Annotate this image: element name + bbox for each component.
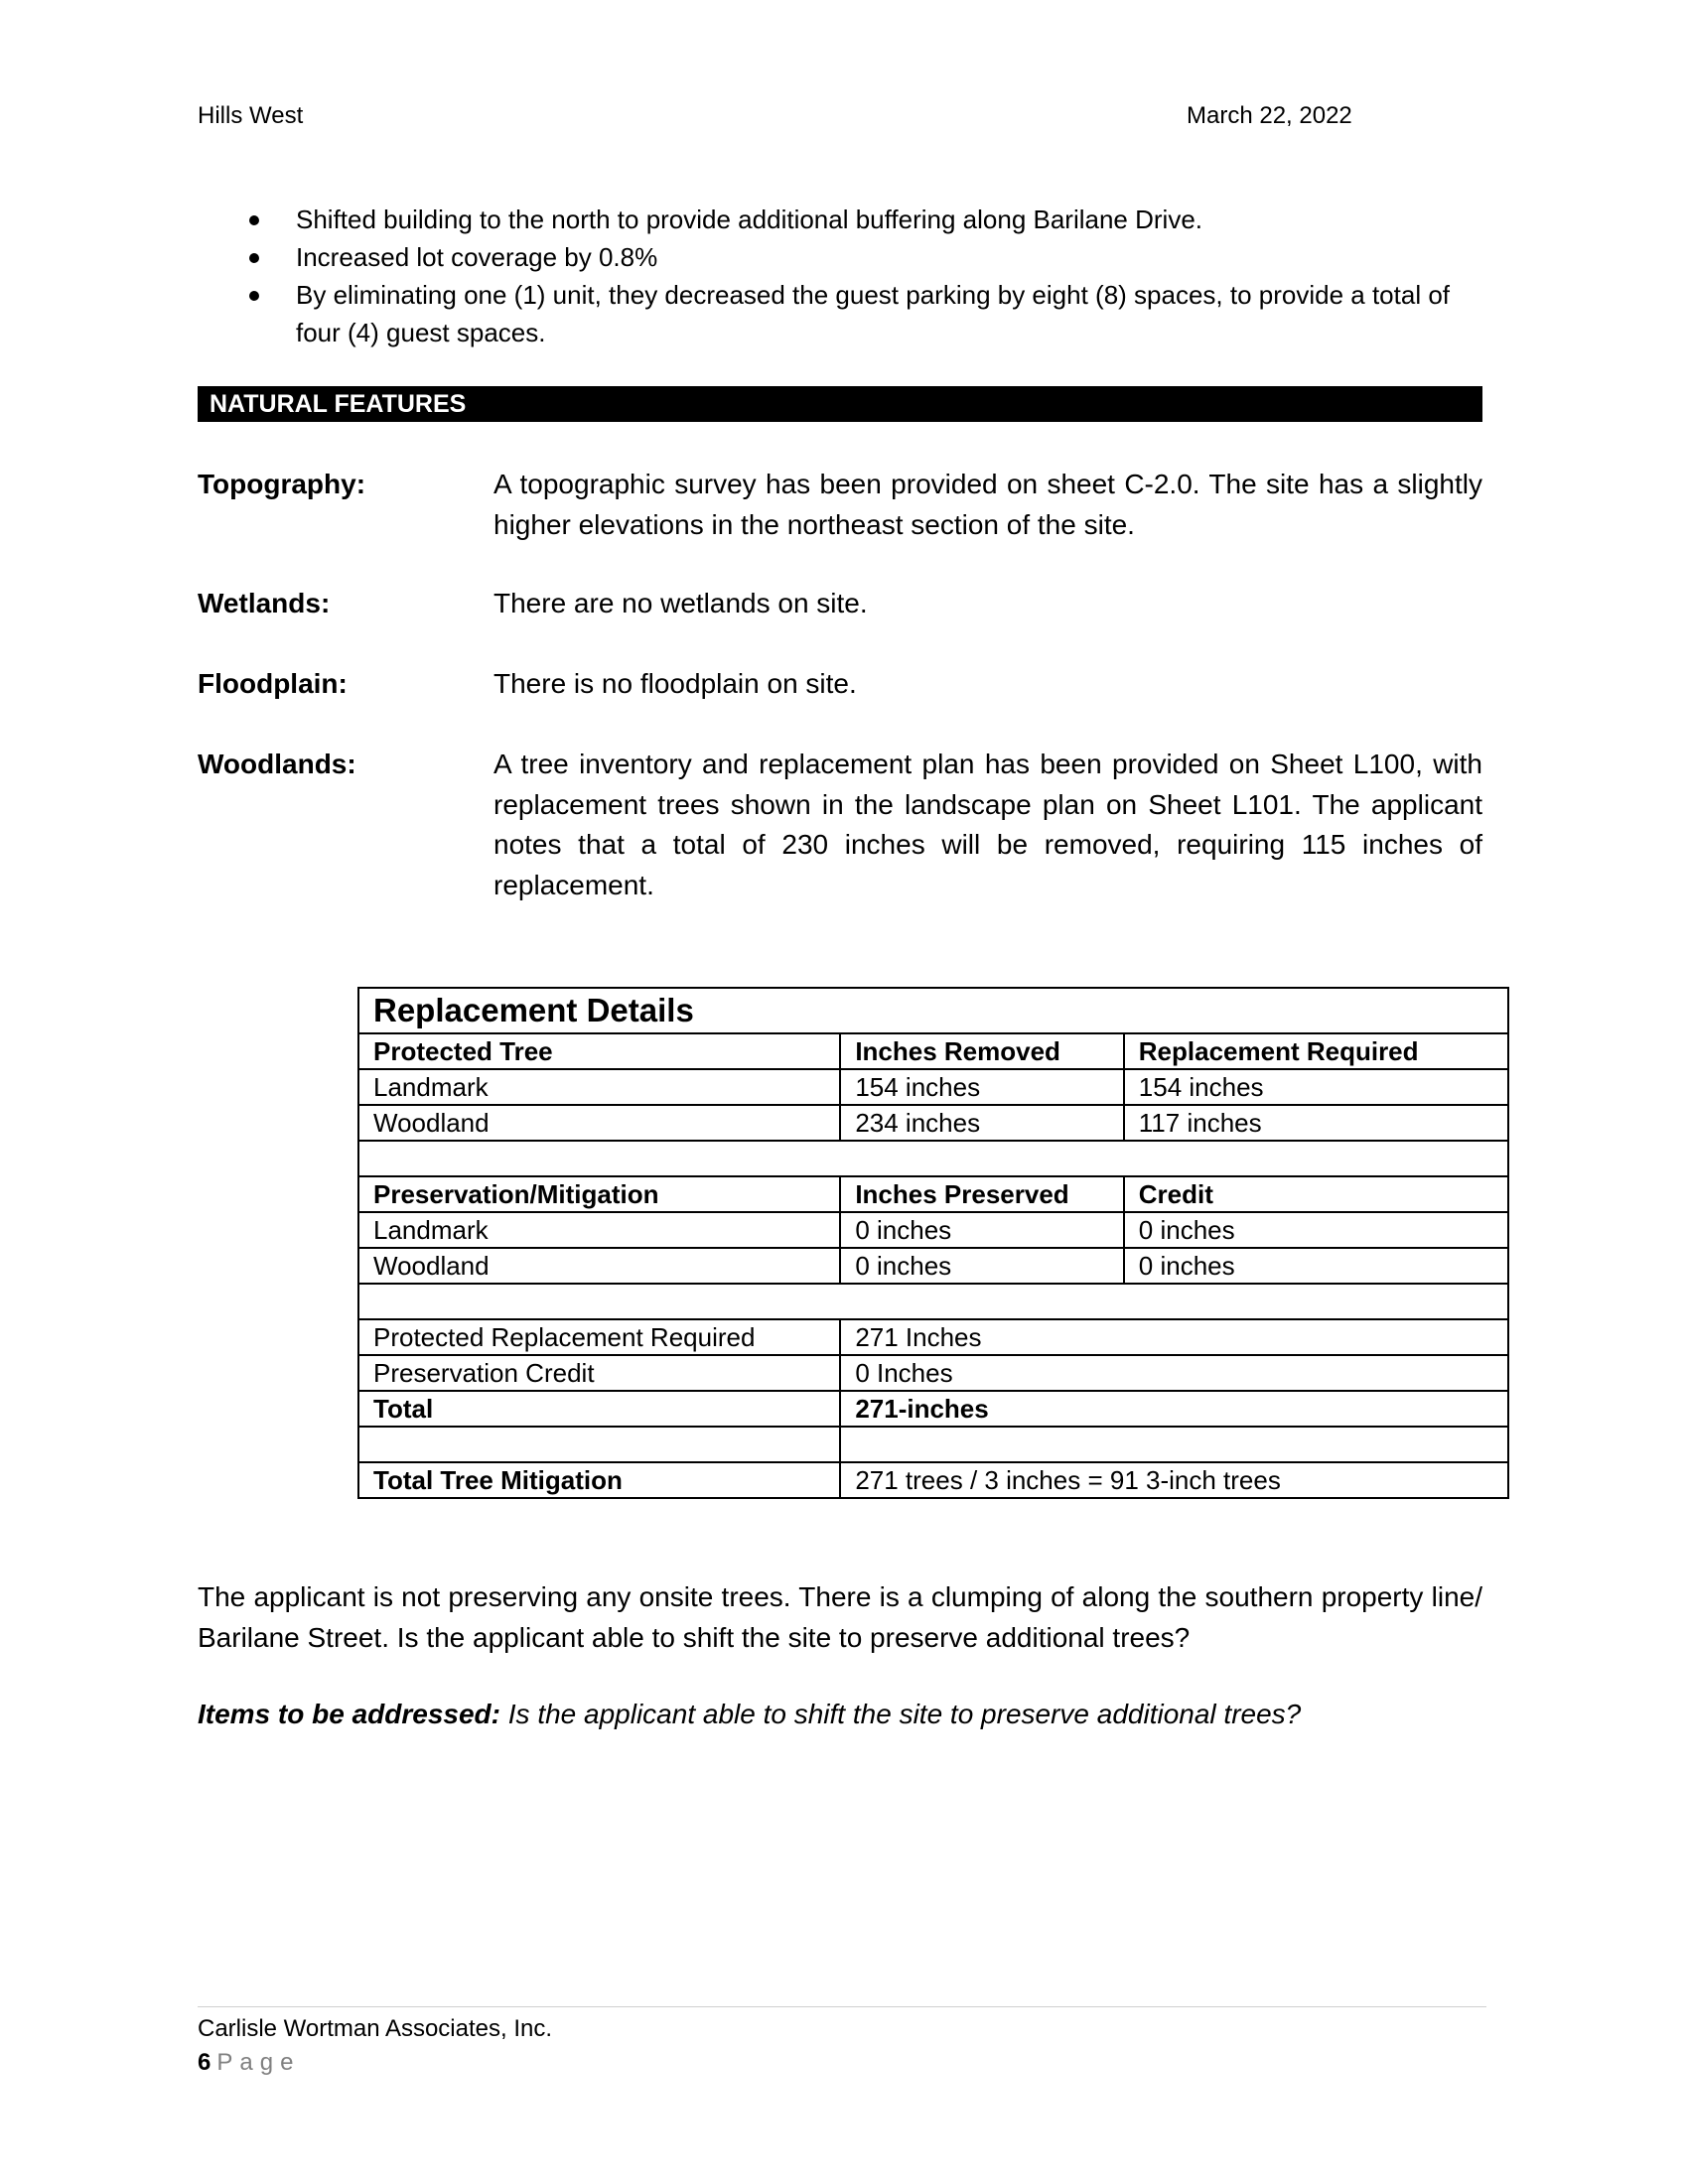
table-row [358,1355,1508,1391]
feature-label: Floodplain: [198,668,348,699]
body-paragraph: The applicant is not preserving any onsite trees. There is a clumping of along the southern property line/ Barilane Street. Is the applicant able to shift the site to preserve additional trees? [198,1581,1482,1653]
replacement-details-table [357,987,1509,1499]
header-cell: Credit [1124,1176,1508,1212]
table-row [358,1105,1508,1141]
header-cell: Inches Preserved [840,1176,1123,1212]
bullet-icon [249,253,259,263]
bullet-icon [249,291,259,301]
table-cell: 117 inches [1124,1105,1508,1141]
footer-divider [198,2006,1486,2007]
page-word: Page [216,2049,301,2076]
table-header-row [358,1033,1508,1069]
table-spacer-row [358,1141,1508,1176]
table-row [358,1319,1508,1355]
table-cell: 271 Inches [840,1319,1508,1355]
table-total-row [358,1391,1508,1427]
list-item: Shifted building to the north to provide additional buffering along Barilane Drive. [238,201,1479,238]
table-cell: 0 inches [1124,1212,1508,1248]
header-cell: Inches Removed [840,1033,1123,1069]
table-title: Replacement Details [358,988,1508,1033]
table-cell: 0 inches [1124,1248,1508,1284]
header-project-name: Hills West [198,102,304,129]
table-spacer-row [358,1427,1508,1462]
feature-label: Woodlands: [198,749,356,779]
list-item: Increased lot coverage by 0.8% [238,238,1479,276]
header-cell: Preservation/Mitigation [358,1176,840,1212]
header-date: March 22, 2022 [1187,102,1352,129]
table-cell: Landmark [358,1212,840,1248]
table-cell: 0 inches [840,1212,1123,1248]
table-title-row [358,988,1508,1033]
feature-text: A topographic survey has been provided on sheet C-2.0. The site has a slightly higher elevations in the northeast section of the site. [493,469,1482,540]
table-cell: 154 inches [840,1069,1123,1105]
table-mitigation-row [358,1462,1508,1498]
mitigation-value: 271 trees / 3 inches = 91 3-inch trees [840,1462,1508,1498]
items-text: Is the applicant able to shift the site to preserve additional trees? [499,1699,1302,1729]
table-header-row [358,1176,1508,1212]
total-value: 271-inches [840,1391,1508,1427]
table-spacer-row [358,1284,1508,1319]
table-row [358,1212,1508,1248]
items-to-address [198,1695,1482,1734]
list-item: By eliminating one (1) unit, they decreased the guest parking by eight (8) spaces, to provide a total of four (4) guest spaces. [238,276,1479,351]
table-cell: Woodland [358,1105,840,1141]
table-cell: Preservation Credit [358,1355,840,1391]
feature-label: Wetlands: [198,588,331,618]
items-label: Items to be addressed: [198,1699,500,1729]
page-number: 6 [198,2049,211,2076]
changes-list [238,201,1479,351]
footer-company: Carlisle Wortman Associates, Inc. [198,2015,553,2042]
table-row [358,1248,1508,1284]
table-cell: 0 Inches [840,1355,1508,1391]
total-label: Total [358,1391,840,1427]
mitigation-label: Total Tree Mitigation [358,1462,840,1498]
feature-text: There is no floodplain on site. [493,668,857,699]
table-cell: 234 inches [840,1105,1123,1141]
header-cell: Protected Tree [358,1033,840,1069]
feature-text: There are no wetlands on site. [493,588,868,618]
table-cell: Woodland [358,1248,840,1284]
table-cell: 0 inches [840,1248,1123,1284]
table-row [358,1069,1508,1105]
feature-text: A tree inventory and replacement plan has been provided on Sheet L100, with replacement trees shown in the landscape plan on Sheet L101. The applicant notes that a total of 230 inches will be removed, requiring 115 inches of replacement. [493,749,1482,900]
table-cell: Landmark [358,1069,840,1105]
bullet-icon [249,215,259,225]
section-heading: NATURAL FEATURES [198,386,1482,422]
feature-label: Topography: [198,469,366,499]
header-cell: Replacement Required [1124,1033,1508,1069]
page-indicator [198,2049,300,2077]
table-cell: 154 inches [1124,1069,1508,1105]
table-cell: Protected Replacement Required [358,1319,840,1355]
